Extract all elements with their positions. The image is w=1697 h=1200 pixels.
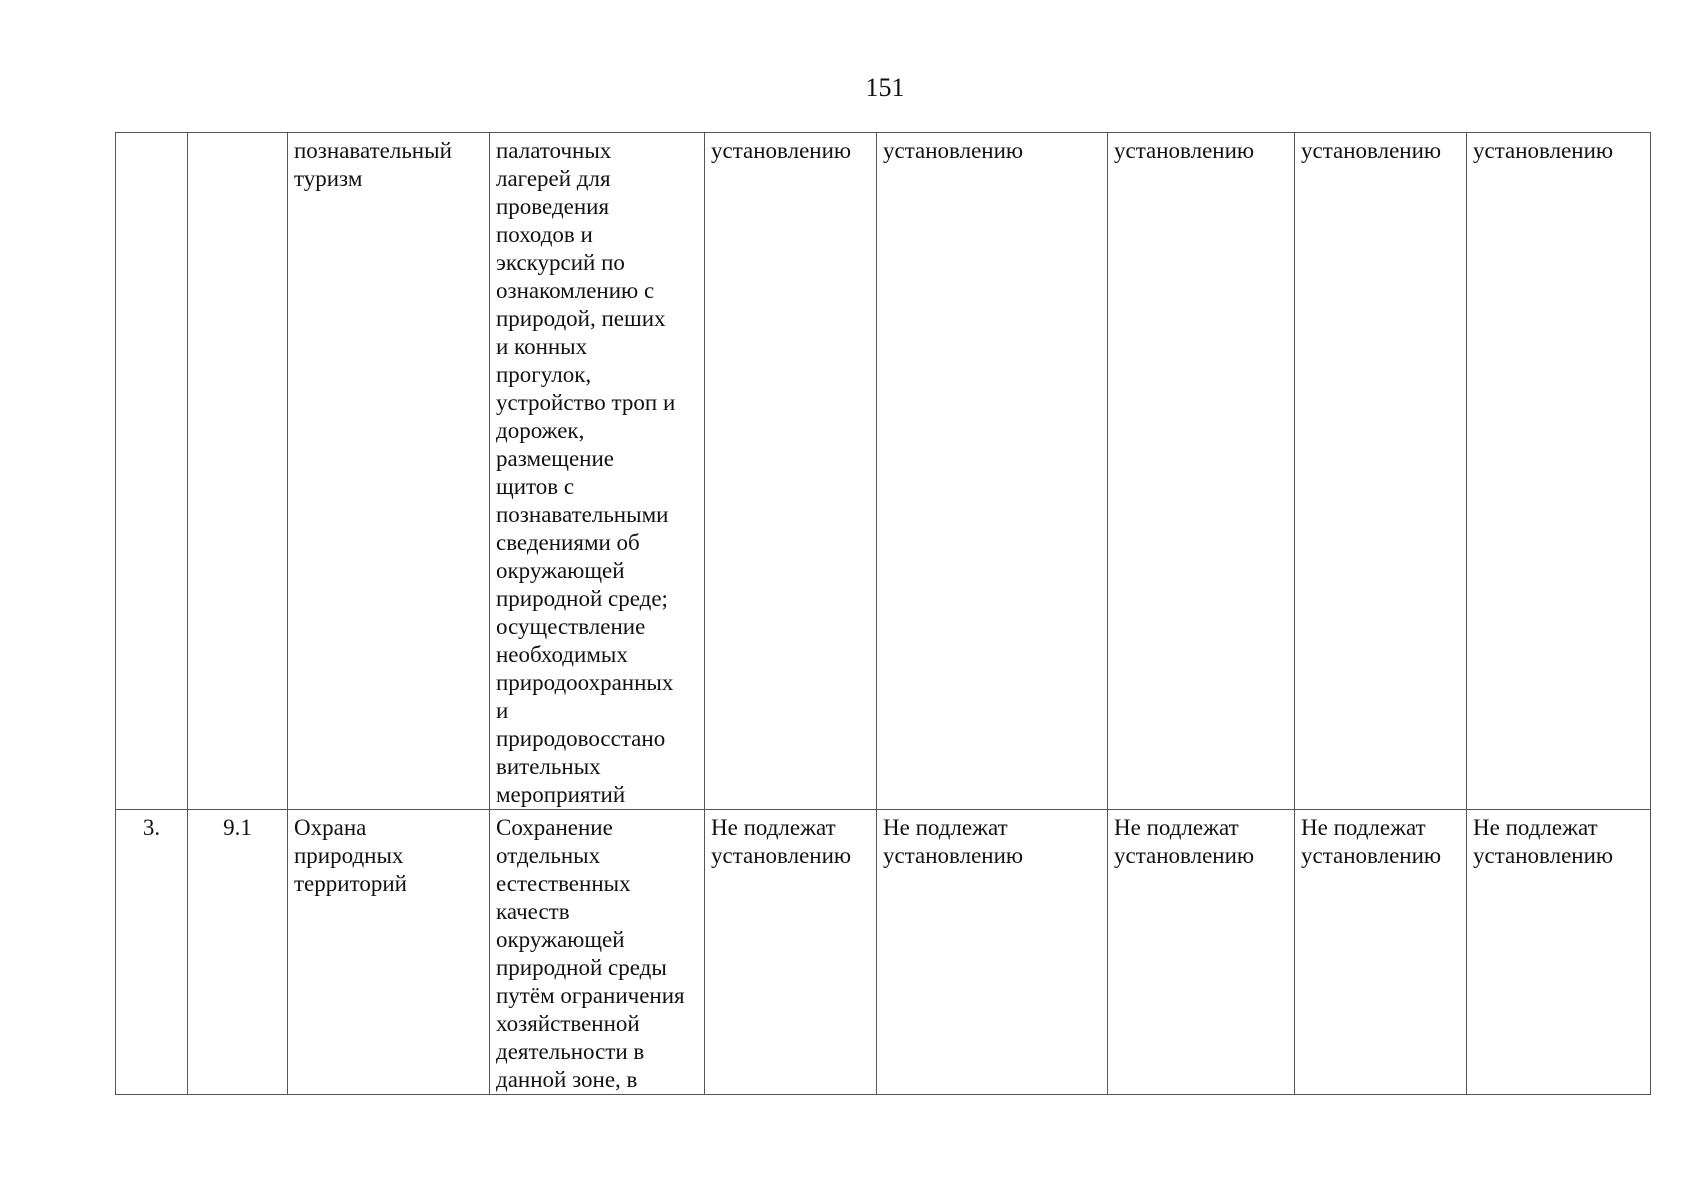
parameter-cell: Не подлежат установлению (1467, 810, 1651, 1095)
table-row (116, 810, 1651, 1095)
parameter-cell: установлению (1295, 133, 1467, 810)
use-description-cell: палаточных лагерей для проведения походов и экскурсий по ознакомлению с природой, пеших и конных прогулок, устройство троп и дорожек, размещение щитов с познавательными сведениями об окружающей природной среде; осуществление необходимых природоохранных и природовосстано вительных мероприятий (490, 133, 705, 810)
parameter-cell: Не подлежат установлению (1108, 810, 1295, 1095)
row-number-cell (116, 133, 188, 810)
parameter-cell: установлению (705, 133, 877, 810)
use-name-cell: Охрана природных территорий (288, 810, 490, 1095)
parameter-cell: установлению (1108, 133, 1295, 810)
table-row (116, 133, 1651, 810)
use-code-cell: 9.1 (188, 810, 288, 1095)
regulations-table (115, 132, 1651, 1095)
use-name-cell: познавательный туризм (288, 133, 490, 810)
parameter-cell: Не подлежат установлению (877, 810, 1108, 1095)
use-description-cell: Сохранение отдельных естественных качеств окружающей природной среды путём ограничения хозяйственной деятельности в данной зоне, в (490, 810, 705, 1095)
use-code-cell (188, 133, 288, 810)
parameter-cell: установлению (1467, 133, 1651, 810)
parameter-cell: Не подлежат установлению (705, 810, 877, 1095)
parameter-cell: установлению (877, 133, 1108, 810)
page-number: 151 (865, 73, 905, 102)
parameter-cell: Не подлежат установлению (1295, 810, 1467, 1095)
row-number-cell: 3. (116, 810, 188, 1095)
